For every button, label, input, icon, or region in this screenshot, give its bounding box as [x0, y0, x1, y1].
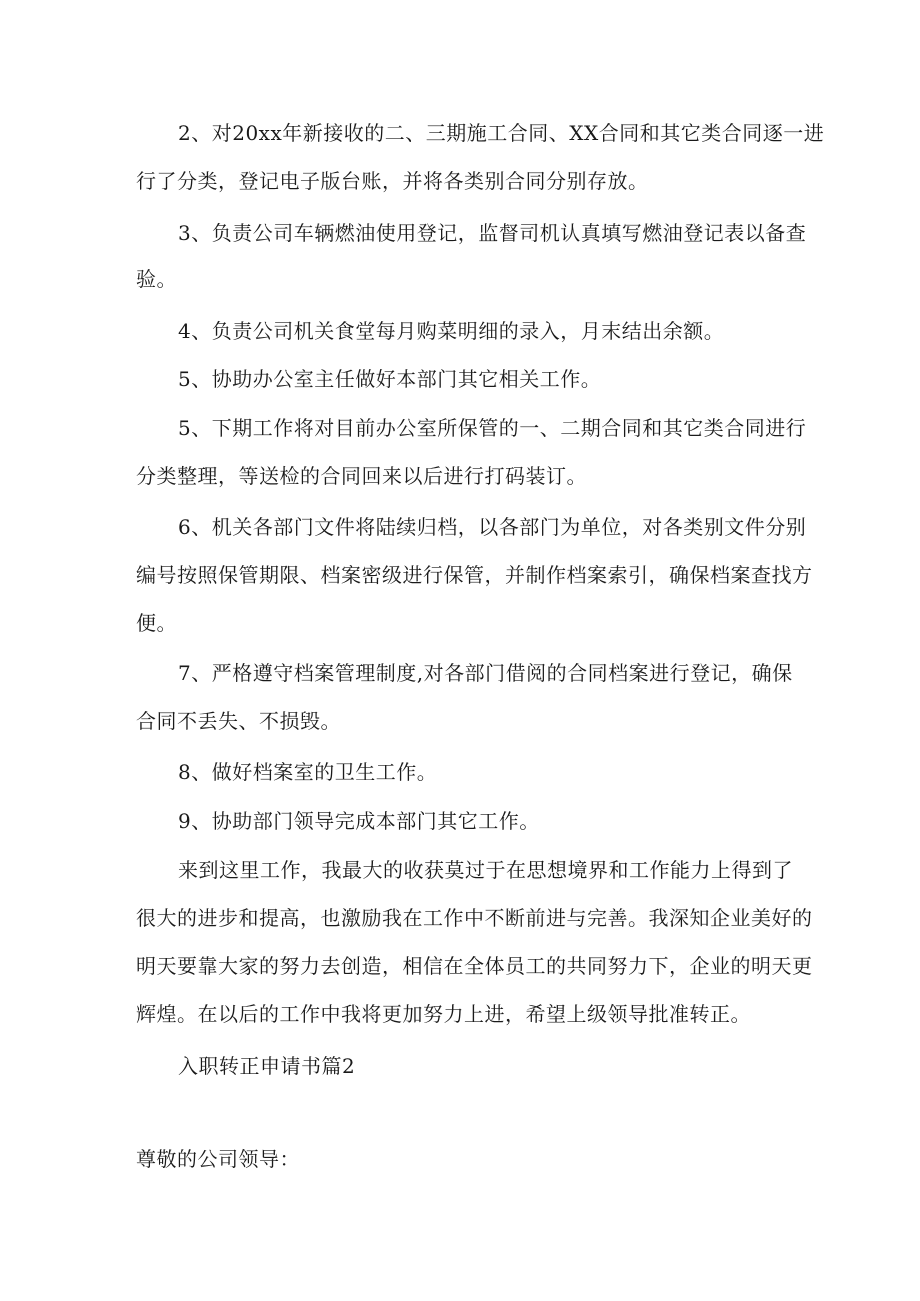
paragraph-4-line-1: 4、负责公司机关食堂每月购菜明细的录入，月末结出余额。 — [178, 319, 725, 343]
closing-paragraph-line-3: 明天要靠大家的努力去创造，相信在全体员工的共同努力下，企业的明天更 — [136, 954, 813, 978]
paragraph-3-line-1: 3、负责公司车辆燃油使用登记，监督司机认真填写燃油登记表以备查 — [178, 221, 807, 245]
paragraph-5a-line-1: 5、协助办公室主任做好本部门其它相关工作。 — [178, 367, 602, 391]
paragraph-5b-line-1: 5、下期工作将对目前办公室所保管的一、二期合同和其它类合同进行 — [178, 416, 807, 440]
paragraph-5b-line-2: 分类整理，等送检的合同回来以后进行打码装订。 — [136, 464, 587, 488]
paragraph-3-line-2: 验。 — [136, 267, 177, 291]
paragraph-9-line-1: 9、协助部门领导完成本部门其它工作。 — [178, 809, 540, 833]
paragraph-6-line-1: 6、机关各部门文件将陆续归档，以各部门为单位，对各类别文件分别 — [178, 515, 807, 539]
paragraph-8-line-1: 8、做好档案室的卫生工作。 — [178, 760, 438, 784]
paragraph-2-line-2: 行了分类，登记电子版台账，并将各类别合同分别存放。 — [136, 169, 649, 193]
paragraph-6-line-2: 编号按照保管期限、档案密级进行保管，并制作档案索引，确保档案查找方 — [136, 563, 813, 587]
salutation: 尊敬的公司领导： — [136, 1147, 300, 1171]
section-heading: 入职转正申请书篇2 — [178, 1054, 356, 1078]
closing-paragraph-line-2: 很大的进步和提高，也激励我在工作中不断前进与完善。我深知企业美好的 — [136, 906, 813, 930]
paragraph-7-line-1: 7、严格遵守档案管理制度,对各部门借阅的合同档案进行登记，确保 — [178, 661, 793, 685]
paragraph-7-line-2: 合同不丢失、不损毁。 — [136, 709, 341, 733]
paragraph-2-line-1: 2、对20xx年新接收的二、三期施工合同、XX合同和其它类合同逐一进 — [178, 121, 825, 145]
paragraph-6-line-3: 便。 — [136, 611, 177, 635]
closing-paragraph-line-1: 来到这里工作，我最大的收获莫过于在思想境界和工作能力上得到了 — [178, 858, 793, 882]
closing-paragraph-line-4: 辉煌。在以后的工作中我将更加努力上进，希望上级领导批准转正。 — [136, 1002, 751, 1026]
